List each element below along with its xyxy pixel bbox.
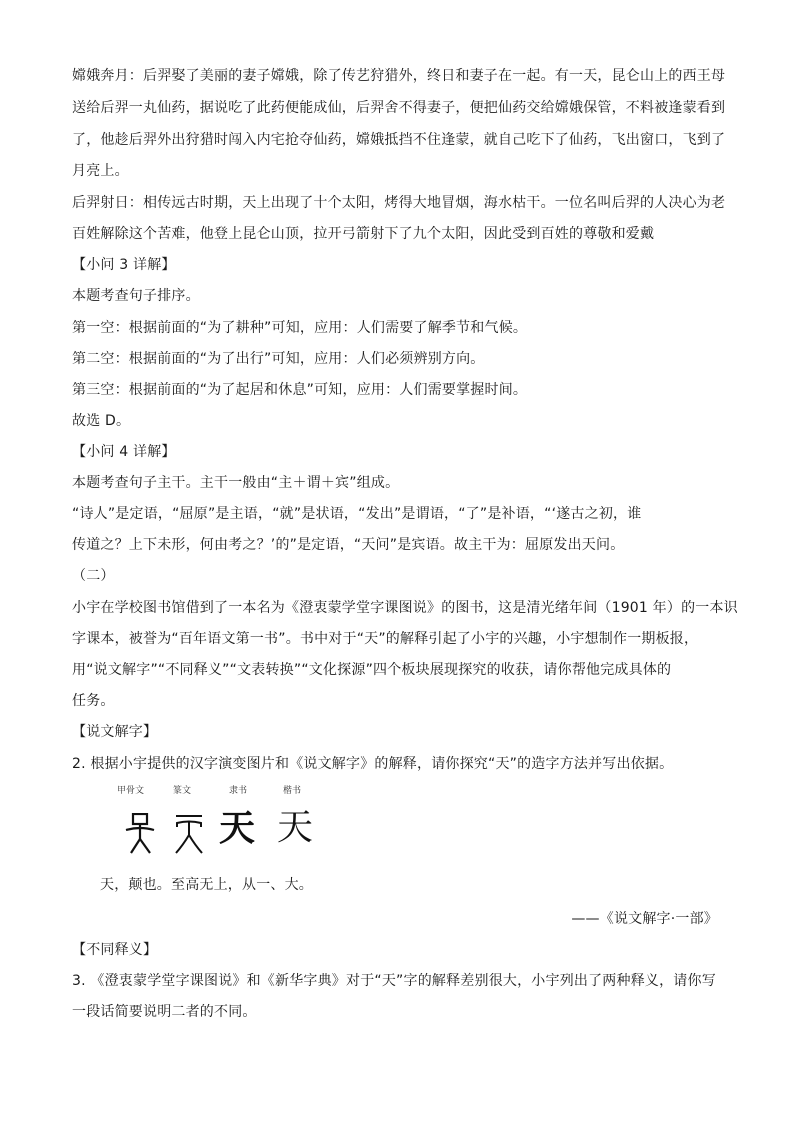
paragraph-change-e-line: 嫦娥奔月：后羿娶了美丽的妻子嫦娥，除了传艺狩猎外，终日和妻子在一起。有一天，昆仑山上的西王母	[72, 68, 726, 84]
q4-line: “诗人”是定语，“屈原”是主语，“就”是状语，“发出”是谓语，“了”是补语，“‘遂古之初，谁	[72, 506, 642, 522]
glyph-label-seal: 篆文	[173, 786, 192, 796]
q4-line: 本题考查句子主干。主干一般由“主＋谓＋宾”组成。	[72, 475, 400, 491]
q3-line: 本题考查句子排序。	[72, 288, 200, 304]
glyph-label-regular: 楷书	[283, 786, 302, 796]
seal-script-tian-glyph	[171, 813, 207, 855]
clerical-tian-glyph: 天	[219, 807, 256, 849]
regular-tian-glyph: 天	[277, 807, 314, 848]
butong-question-line: 3. 《澄衷蒙学堂字课图说》和《新华字典》对于“天”字的解释差别很大，小宇列出了两种释义，请你写	[72, 973, 716, 989]
oracle-bone-tian-glyph	[123, 813, 159, 855]
section-2-intro-line: 用“说文解字”“不同释义”“文表转换”“文化探源”四个板块展现探究的收获，请你帮他完成具体的	[72, 662, 672, 678]
shuowen-question: 2. 根据小宇提供的汉字演变图片和《说文解字》的解释，请你探究“天”的造字方法并写出依据。	[72, 756, 674, 772]
section-2-heading: （二）	[72, 568, 115, 584]
character-evolution-figure	[115, 785, 345, 865]
q3-line: 故选 D。	[72, 413, 131, 429]
butong-question-line: 一段话简要说明二者的不同。	[72, 1004, 257, 1020]
section-2-intro-line: 小宇在学校图书馆借到了一本名为《澄衷蒙学堂字课图说》的图书，这是清光绪年间（1901 年）的一本识	[72, 600, 738, 616]
glyph-label-clerical: 隶书	[229, 786, 248, 796]
q3-line: 第二空：根据前面的“为了出行”可知，应用：人们必须辨别方向。	[72, 351, 485, 367]
q3-line: 第一空：根据前面的“为了耕种”可知，应用：人们需要了解季节和气候。	[72, 320, 528, 336]
q4-line: 传道之？上下未形，何由考之？’的”是定语，“天问”是宾语。故主干为：屈原发出天问。	[72, 537, 625, 553]
paragraph-hou-yi-line: 后羿射日：相传远古时期，天上出现了十个太阳，烤得大地冒烟，海水枯干。一位名叫后羿的人决心为老	[72, 195, 726, 211]
q3-line: 第三空：根据前面的“为了起居和休息”可知，应用：人们需要掌握时间。	[72, 382, 528, 398]
paragraph-change-e-line: 月亮上。	[72, 163, 129, 179]
q3-heading: 【小问 3 详解】	[72, 257, 176, 273]
paragraph-change-e-line: 送给后羿一丸仙药，据说吃了此药便能成仙，后羿舍不得妻子，便把仙药交给嫦娥保管，不料被逢蒙看到	[72, 100, 726, 116]
shuowen-source: ——《说文解字·一部》	[571, 911, 718, 927]
paragraph-hou-yi-line: 百姓解除这个苦难，他登上昆仑山顶，拉开弓箭射下了九个太阳，因此受到百姓的尊敬和爱戴	[72, 226, 655, 242]
butong-heading: 【不同释义】	[72, 942, 158, 958]
paragraph-change-e-line: 了，他趁后羿外出狩猎时闯入内宅抢夺仙药，嫦娥抵挡不住逢蒙，就自己吃下了仙药，飞出窗口，飞到了	[72, 132, 726, 148]
shuowen-quote: 天，颠也。至高无上，从一、大。	[100, 877, 313, 893]
shuowen-heading: 【说文解字】	[72, 724, 158, 740]
q4-heading: 【小问 4 详解】	[72, 444, 176, 460]
glyph-label-oracle: 甲骨文	[117, 786, 145, 796]
section-2-intro-line: 字课本，被誉为“百年语文第一书”。书中对于“天”的解释引起了小宇的兴趣，小宇想制作一期板报，	[72, 631, 699, 647]
section-2-intro-line: 任务。	[72, 693, 115, 709]
